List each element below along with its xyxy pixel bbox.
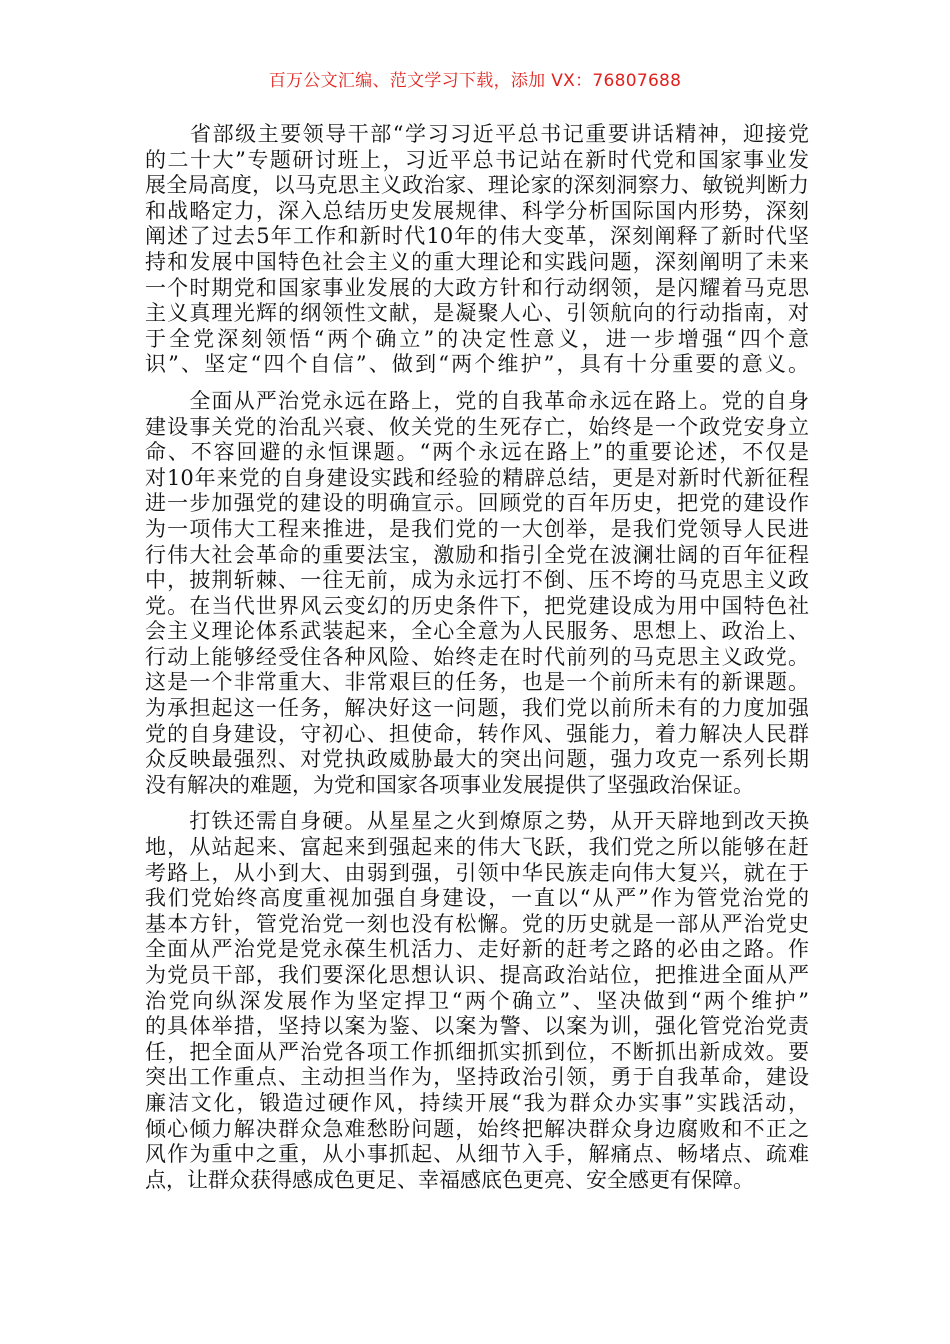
text-line: 持和发展中国特色社会主义的重大理论和实践问题，深刻阐明了未来 (145, 249, 809, 274)
text-line: 众反映最强烈、对党执政威胁最大的突出问题，强力攻克一系列长期 (145, 747, 809, 772)
text-line: 进一步加强党的建设的明确宣示。回顾党的百年历史，把党的建设作 (145, 491, 809, 516)
text-line: 命、不容回避的永恒课题。“两个永远在路上”的重要论述，不仅是 (145, 440, 809, 465)
text-line: 基本方针，管党治党一刻也没有松懈。党的历史就是一部从严治党史 (145, 911, 809, 936)
text-line: 倾心倾力解决群众急难愁盼问题，始终把解决群众身边腐败和不正之 (145, 1116, 809, 1141)
paragraph-2 (145, 389, 809, 799)
text-line: 于全党深刻领悟“两个确立”的决定性意义，进一步增强“四个意 (145, 326, 809, 351)
text-line: 点，让群众获得感成色更足、幸福感底色更亮、安全感更有保障。 (145, 1167, 754, 1192)
text-line: 突出工作重点、主动担当作为，坚持政治引领，勇于自我革命，建设 (145, 1065, 809, 1090)
text-line: 这是一个非常重大、非常艰巨的任务，也是一个前所未有的新课题。 (145, 670, 809, 695)
text-line: 阐述了过去5年工作和新时代10年的伟大变革，深刻阐释了新时代坚 (145, 224, 809, 249)
text-line: 展全局高度，以马克思主义政治家、理论家的深刻洞察力、敏锐判断力 (145, 173, 809, 198)
text-line: 的具体举措，坚持以案为鉴、以案为警、以案为训，强化管党治党责 (145, 1014, 809, 1039)
text-line: 全面从严治党永远在路上，党的自我革命永远在路上。党的自身 (145, 388, 809, 413)
text-line: 的二十大”专题研讨班上，习近平总书记站在新时代党和国家事业发 (145, 147, 809, 172)
text-line: 和战略定力，深入总结历史发展规律、科学分析国际国内形势，深刻 (145, 198, 809, 223)
text-line: 对10年来党的自身建设实践和经验的精辟总结，更是对新时代新征程 (145, 465, 809, 490)
text-line: 行伟大社会革命的重要法宝，激励和指引全党在波澜壮阔的百年征程 (145, 542, 809, 567)
text-line: 全面从严治党是党永葆生机活力、走好新的赶考之路的必由之路。作 (145, 937, 809, 962)
text-line: 打铁还需自身硬。从星星之火到燎原之势，从开天辟地到改天换 (145, 809, 809, 834)
text-line: 中，披荆斩棘、一往无前，成为永远打不倒、压不垮的马克思主义政 (145, 568, 809, 593)
text-line: 建设事关党的治乱兴衰、攸关党的生死存亡，始终是一个政党安身立 (145, 414, 809, 439)
text-line: 省部级主要领导干部“学习习近平总书记重要讲话精神，迎接党 (145, 122, 809, 146)
text-line: 党。在当代世界风云变幻的历史条件下，把党建设成为用中国特色社 (145, 593, 809, 618)
watermark-header: 百万公文汇编、范文学习下载，添加 VX：76807688 (268, 71, 682, 91)
text-line: 会主义理论体系武装起来，全心全意为人民服务、思想上、政治上、 (145, 619, 809, 644)
text-line: 为承担起这一任务，解决好这一问题，我们党以前所未有的力度加强 (145, 696, 809, 721)
text-line: 地，从站起来、富起来到强起来的伟大飞跃，我们党之所以能够在赶 (145, 835, 809, 860)
text-line: 治党向纵深发展作为坚定捍卫“两个确立”、坚决做到“两个维护” (145, 988, 809, 1013)
text-line: 为一项伟大工程来推进，是我们党的一大创举，是我们党领导人民进 (145, 516, 809, 541)
paragraph-3 (145, 809, 809, 1193)
text-line: 我们党始终高度重视加强自身建设，一直以“从严”作为管党治党的 (145, 886, 809, 911)
text-line: 为党员干部，我们要深化思想认识、提高政治站位，把推进全面从严 (145, 963, 809, 987)
text-line: 一个时期党和国家事业发展的大政方针和行动纲领，是闪耀着马克思 (145, 275, 809, 300)
text-line: 没有解决的难题，为党和国家各项事业发展提供了坚强政治保证。 (145, 772, 754, 797)
text-line: 考路上，从小到大、由弱到强，引领中华民族走向伟大复兴，就在于 (145, 860, 809, 885)
paragraph-1 (145, 122, 809, 378)
text-line: 风作为重中之重，从小事抓起、从细节入手，解痛点、畅堵点、疏难 (145, 1142, 809, 1167)
document-body (145, 122, 809, 1204)
text-line: 行动上能够经受住各种风险、始终走在时代前列的马克思主义政党。 (145, 644, 809, 669)
text-line: 党的自身建设，守初心、担使命，转作风、强能力，着力解决人民群 (145, 721, 809, 746)
text-line: 廉洁文化，锻造过硬作风，持续开展“我为群众办实事”实践活动， (145, 1090, 809, 1115)
text-line: 识”、坚定“四个自信”、做到“两个维护”，具有十分重要的意义。 (145, 352, 809, 377)
text-line: 任，把全面从严治党各项工作抓细抓实抓到位，不断抓出新成效。要 (145, 1039, 809, 1064)
text-line: 主义真理光辉的纲领性文献，是凝聚人心、引领航向的行动指南，对 (145, 301, 809, 326)
